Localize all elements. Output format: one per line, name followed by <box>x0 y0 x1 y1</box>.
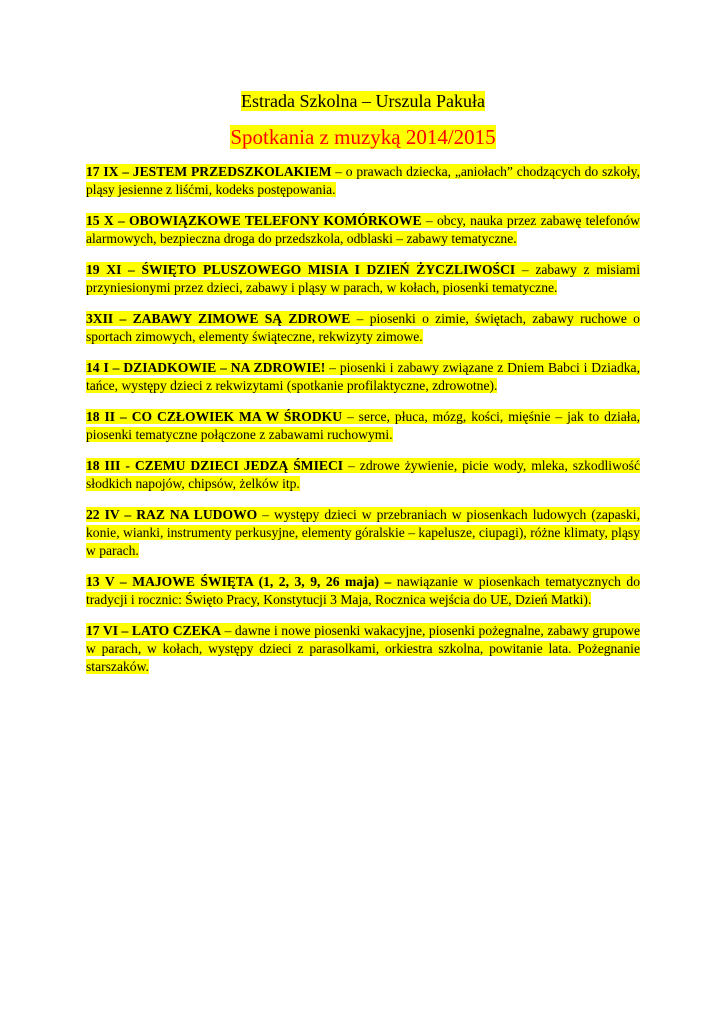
document-subtitle <box>86 90 640 112</box>
entry-text: – serce, płuca, mózg, kości, mięśnie – jak to działa, piosenki tematyczne połączone z zabawami ruchowymi. <box>86 409 641 442</box>
entry-heading: 17 IX – JESTEM PRZEDSZKOLAKIEM <box>86 164 332 179</box>
entry-text: – zabawy z misiami przyniesionymi przez dzieci, zabawy i pląsy w parach, w kołach, piosenki tematyczne. <box>86 262 640 295</box>
entry-text: – występy dzieci w przebraniach w piosenkach ludowych (zapaski, konie, wianki, instrumenty perkusyjne, elementy góralskie – kapelusze, ciupagi), różne klimaty, pląsy w parach. <box>86 507 640 558</box>
entry-text: – obcy, nauka przez zabawę telefonów alarmowych, bezpieczna droga do przedszkola, odblaski – zabawy tematyczne. <box>86 213 640 246</box>
entry-heading: 3XII – ZABAWY ZIMOWE SĄ ZDROWE <box>86 311 351 326</box>
entry-text: – piosenki o zimie, świętach, zabawy ruchowe o sportach zimowych, elementy świąteczne, rekwizyty zimowe. <box>86 311 640 344</box>
entry-heading: 14 I – DZIADKOWIE – NA ZDROWIE! <box>86 360 326 375</box>
entry-heading: 18 III - CZEMU DZIECI JEDZĄ ŚMIECI <box>86 458 344 473</box>
schedule-entry <box>86 573 640 609</box>
entry-text: nawiązanie w piosenkach tematycznych do tradycji i rocznic: Święto Pracy, Konstytucji 3 Maja, Rocznica wejścia do UE, Dzień Matki). <box>86 574 640 607</box>
schedule-entry <box>86 261 640 297</box>
schedule-entry <box>86 408 640 444</box>
entry-text: – piosenki i zabawy związane z Dniem Babci i Dziadka, tańce, występy dzieci z rekwizytami (spotkanie profilaktyczne, zdrowotne). <box>86 360 640 393</box>
entry-heading: 18 II – CO CZŁOWIEK MA W ŚRODKU <box>86 409 343 424</box>
subtitle-text: Estrada Szkolna – Urszula Pakuła <box>241 91 485 111</box>
schedule-entry <box>86 212 640 248</box>
document-title <box>86 124 640 150</box>
entry-text: – zdrowe żywienie, picie wody, mleka, szkodliwość słodkich napojów, chipsów, żelków itp. <box>86 458 641 491</box>
entry-text: – dawne i nowe piosenki wakacyjne, piosenki pożegnalne, zabawy grupowe w parach, w kołach, występy dzieci z parasolkami, orkiestra szkolna, powitanie lata. Pożegnanie starszaków. <box>86 623 640 674</box>
entry-heading: 19 XI – ŚWIĘTO PLUSZOWEGO MISIA I DZIEŃ ŻYCZLIWOŚCI <box>86 262 516 277</box>
schedule-entry <box>86 359 640 395</box>
schedule-entry <box>86 163 640 199</box>
schedule-entry <box>86 506 640 560</box>
entry-heading: 13 V – MAJOWE ŚWIĘTA (1, 2, 3, 9, 26 maja) – <box>86 574 392 589</box>
schedule-entry <box>86 622 640 676</box>
schedule-list <box>86 163 640 689</box>
entry-text: – o prawach dziecka, „aniołach” chodzących do szkoły, pląsy jesienne z liśćmi, kodeks postępowania. <box>86 164 640 197</box>
schedule-entry <box>86 310 640 346</box>
entry-heading: 15 X – OBOWIĄZKOWE TELEFONY KOMÓRKOWE <box>86 213 422 228</box>
title-text: Spotkania z muzyką 2014/2015 <box>230 125 496 149</box>
entry-heading: 22 IV – RAZ NA LUDOWO <box>86 507 258 522</box>
entry-heading: 17 VI – LATO CZEKA <box>86 623 222 638</box>
schedule-entry <box>86 457 640 493</box>
